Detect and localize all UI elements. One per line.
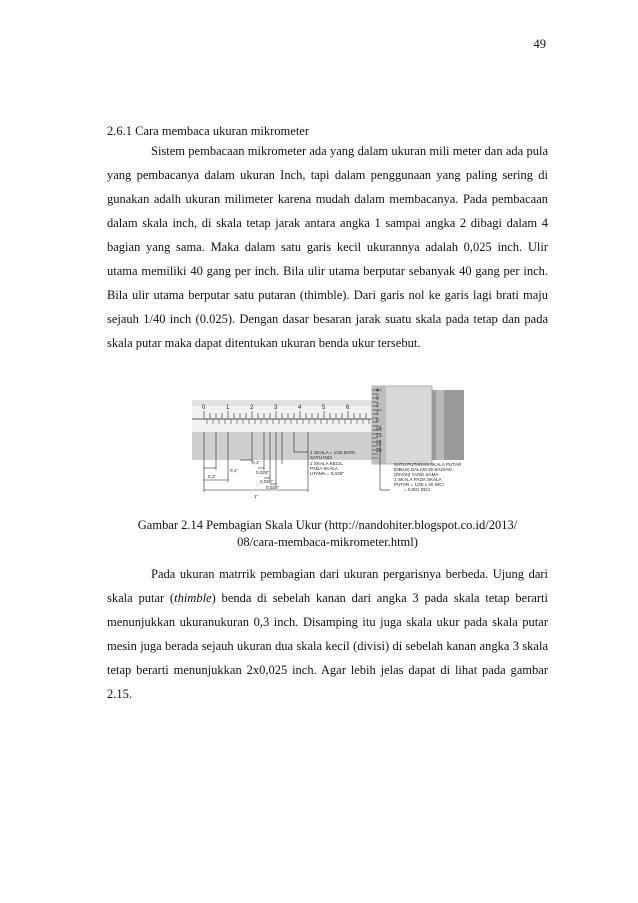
label-skala-kecil-line2: PADA SKALA bbox=[310, 466, 339, 471]
label-dim-01c: 0,1" bbox=[208, 474, 217, 479]
label-skala-kecil-line3: UTAMA = 0,025" bbox=[310, 471, 344, 476]
label-skala-1-line2: SATU INCI bbox=[310, 455, 333, 460]
label-putaran-line4: 1 SKALA PADA SKALA bbox=[394, 477, 442, 482]
label-dim-025c: 0,025" bbox=[266, 485, 280, 490]
sleeve-number: 2 bbox=[250, 405, 254, 411]
sleeve-number: 6 bbox=[346, 405, 350, 411]
sleeve-number: 5 bbox=[322, 405, 326, 411]
paragraph-2-text: Pada ukuran matrrik pembagian dari ukuran pergarisnya berbeda. Ujung dari skala putar (thimble) benda di sebelah kanan dari angka 3 pada skala tetap berarti menunjukkan ukuranukuran 0,3 inch. Disamping itu juga skala ukur pada skala putar mesin juga berada sejauh ukuran dua skala kecil (divisi) di sebelah kanan angka 3 skala tetap berarti menunjukkan 2x0,025 inch. Agar lebih jelas dapat di lihat pada gambar 2.15. bbox=[107, 567, 549, 701]
label-dim-1: 1" bbox=[254, 494, 259, 499]
micrometer-figure bbox=[190, 382, 471, 502]
paragraph-1-text: Sistem pembacaan mikrometer ada yang dalam ukuran mili meter dan ada pula yang pembacanya dalam ukuran Inch, tapi dalam penggunaan yang paling sering di gunakan adalh ukuran milimeter karena mudah dalam membacanya. Pada pembacaan dalam skala inch, di skala tetap jarak antara angka 1 sampai angka 2 dibagi dalam 4 bagian yang sama. Maka dalam satu garis kecil ukurannya adalah 0,025 inch. Ulir utama memiliki 40 gang per inch. Bila ulir utama berputar sebanyak 40 gang per inch. Bila ulir utama berputar satu putaran (thimble). Dari garis nol ke garis lagi brati maju sejauh 1/40 inch (0.025). Dengan dasar besaran jarak suatu skala pada tetap dan pada skala putar maka dapat ditentukan ukuran benda ukur tersebut. bbox=[107, 144, 548, 350]
thimble-number: 21 bbox=[376, 448, 382, 454]
label-skala-1-line1: 1 SKALA = 1/40 DARI bbox=[310, 450, 355, 455]
label-dim-01b: 0,1" bbox=[230, 468, 239, 473]
section-heading: 2.6.1 Cara membaca ukuran mikrometer bbox=[107, 124, 310, 138]
thimble-number: 0 bbox=[376, 418, 379, 424]
label-skala-kecil-line1: 1 SKALA KECIL bbox=[310, 461, 343, 466]
thimble-number: 2 bbox=[376, 403, 379, 409]
label-dim-025a: 0,025" bbox=[256, 470, 270, 475]
figure-caption bbox=[107, 517, 548, 551]
thimble-number: 24 bbox=[376, 425, 382, 432]
page-number: 49 bbox=[533, 37, 546, 51]
label-putaran-line3: (DIVISI) YANG SAMA bbox=[394, 472, 439, 477]
thimble-number: 3 bbox=[376, 395, 379, 402]
label-putaran-line1: SATU PUTARAN SKALA PUTAR bbox=[394, 462, 462, 467]
label-putaran-line2: DIBAGI DALAM 25 BAGIAN bbox=[394, 467, 452, 472]
label-dim-025b: 0,025" bbox=[260, 479, 274, 484]
paragraph-1 bbox=[107, 139, 548, 355]
ratchet-highlight bbox=[436, 390, 444, 460]
sleeve-number: 1 bbox=[226, 405, 230, 411]
caption-line-2: 08/cara-membaca-mikrometer.html) bbox=[237, 535, 418, 549]
label-putaran-line6: = 0,001 INCI bbox=[404, 487, 430, 492]
thimble-number: 4 bbox=[376, 388, 379, 394]
caption-line-1: Gambar 2.14 Pembagian Skala Ukur (http://nandohiter.blogspot.co.id/2013/ bbox=[137, 518, 518, 532]
label-putaran-line5: PUTAR = 1/25 x 40 INCI bbox=[394, 482, 444, 487]
sleeve-number: 4 bbox=[298, 405, 302, 411]
thimble-number: 23 bbox=[376, 433, 382, 439]
thimble-number: 1 bbox=[376, 410, 379, 417]
paragraph-2 bbox=[107, 562, 548, 706]
sleeve-number: 0 bbox=[202, 405, 206, 411]
micrometer-scale-diagram bbox=[190, 382, 471, 502]
label-dim-01a: 0,1" bbox=[252, 460, 261, 465]
sleeve-number: 3 bbox=[274, 405, 278, 411]
thimble-number: 22 bbox=[376, 440, 382, 447]
